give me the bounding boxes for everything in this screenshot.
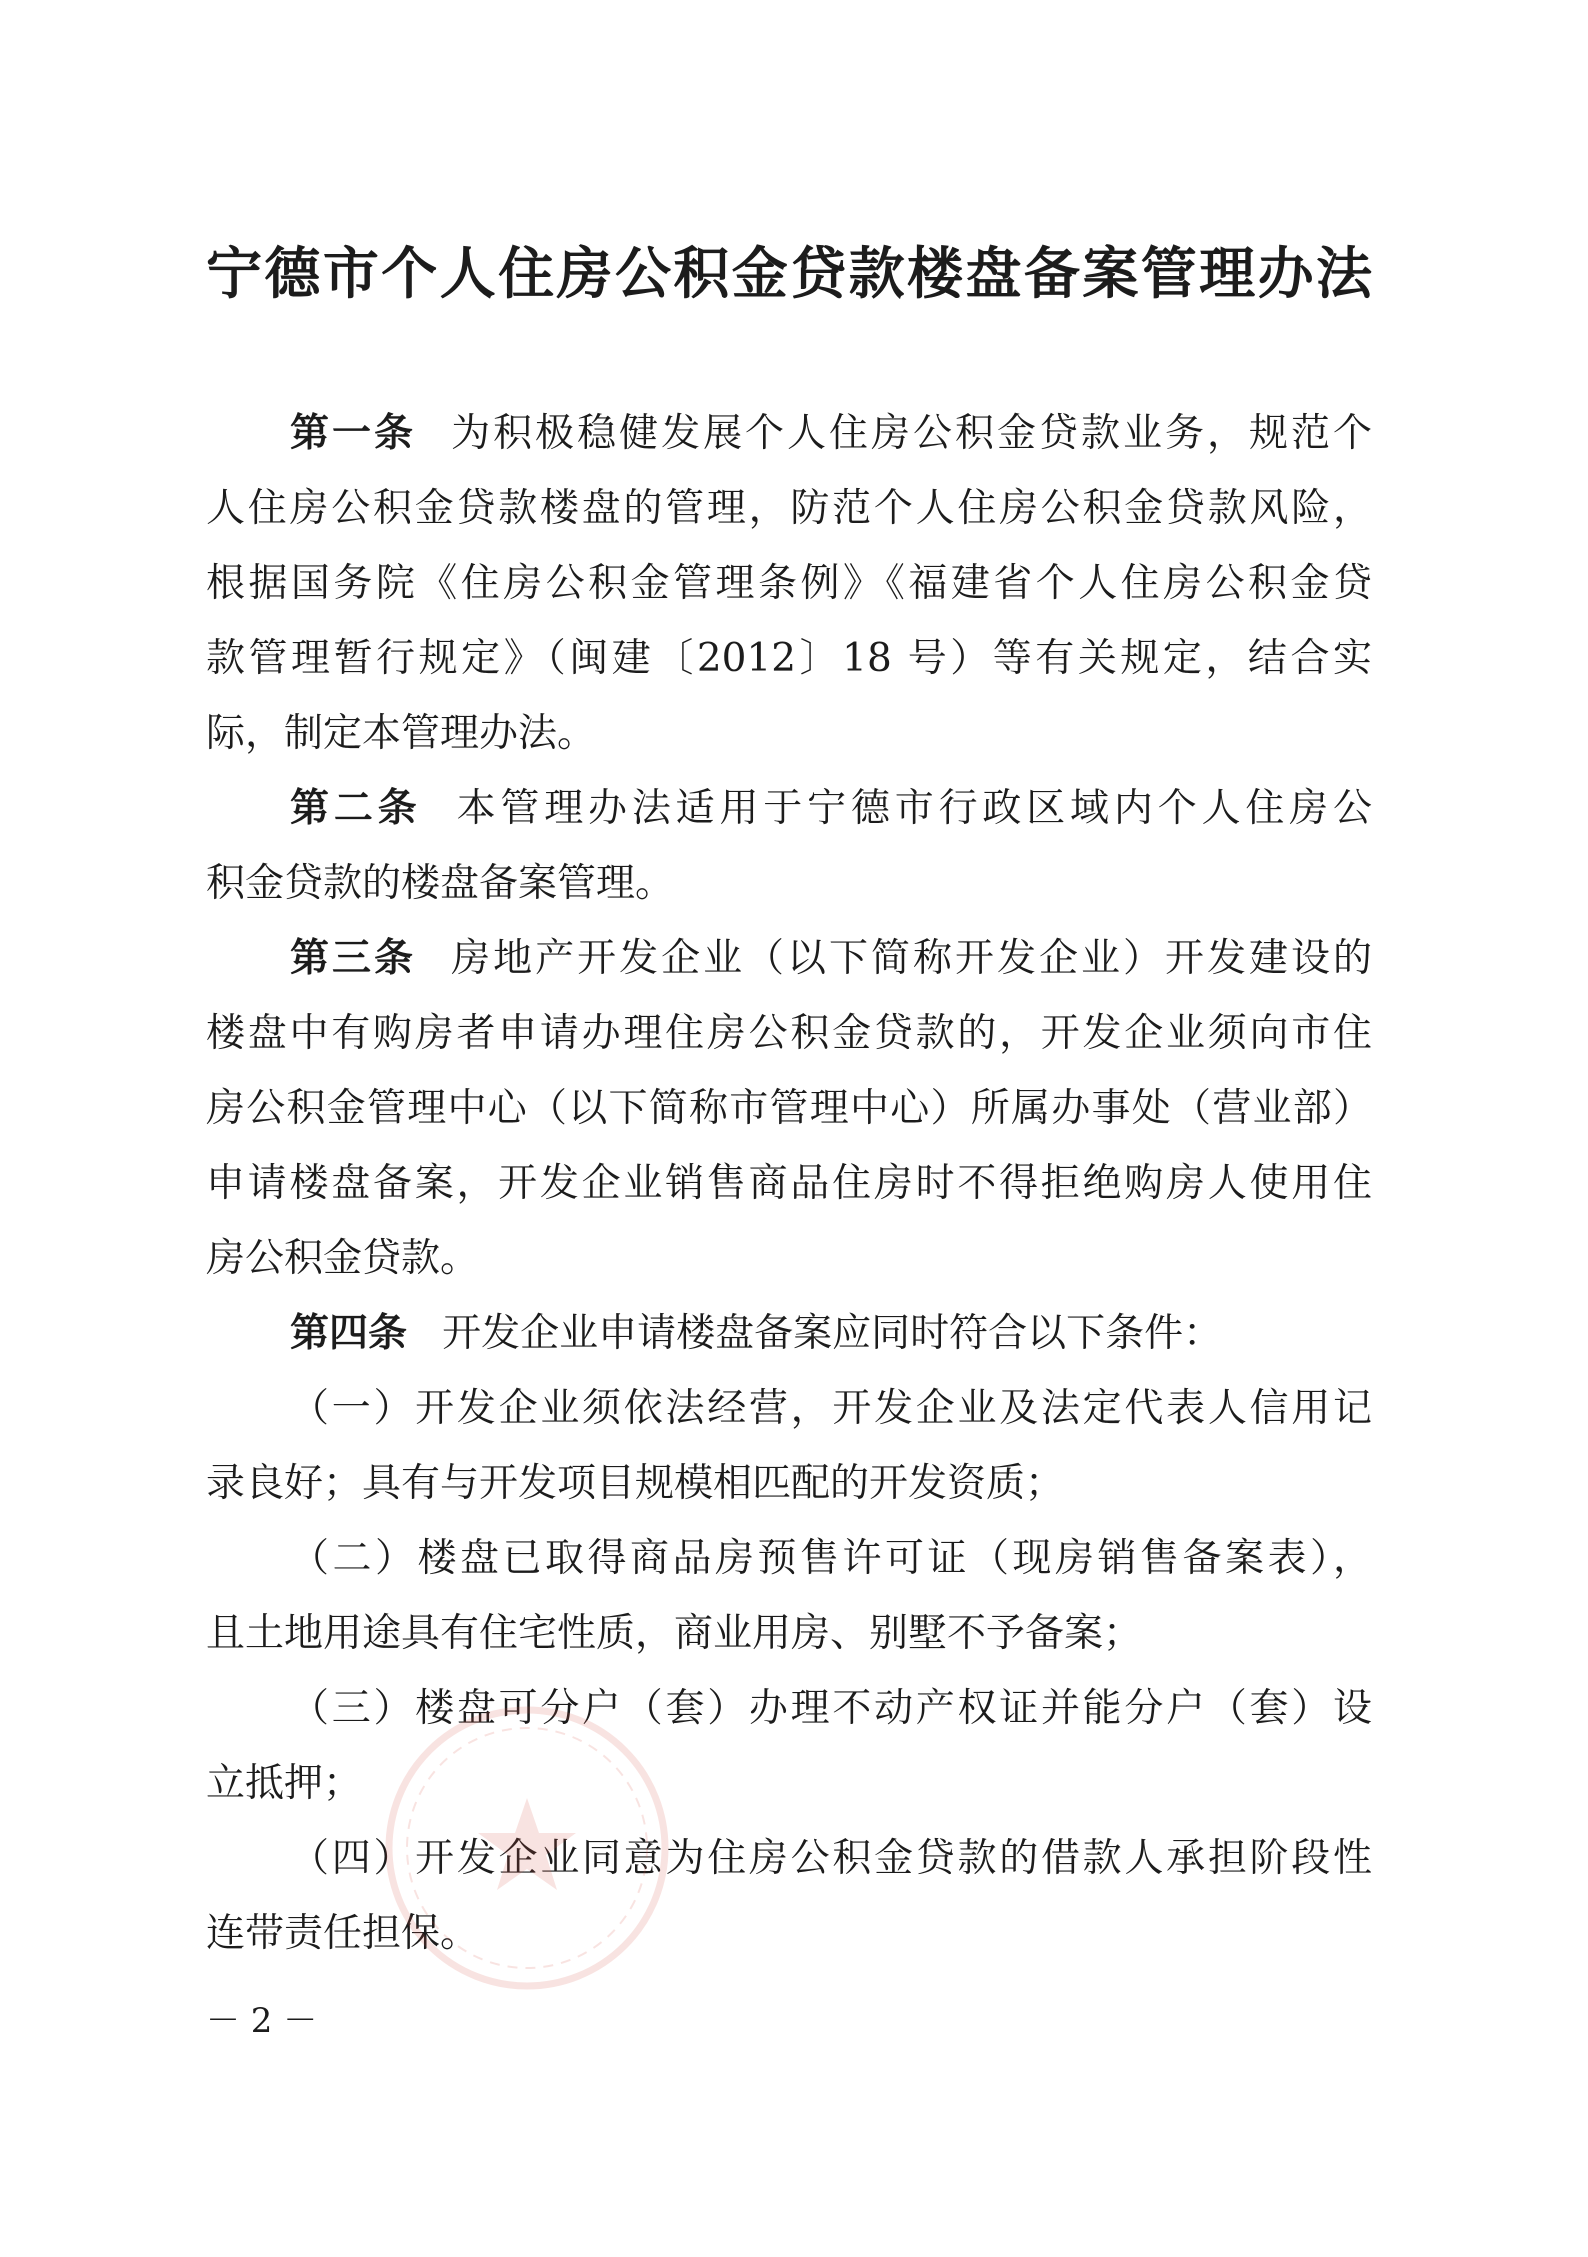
article-2-text-1: 本管理办法适用于宁德市行政区域内个人住房公: [456, 786, 1372, 831]
article-1-line-4: [206, 621, 1372, 696]
article-1-text-3: 根据国务院《住房公积金管理条例》《福建省个人住房公积金贷: [206, 561, 1372, 606]
article-4-text-1: 开发企业申请楼盘备案应同时符合以下条件：: [442, 1311, 1223, 1356]
condition-1-text-2: 录良好；具有与开发项目规模相匹配的开发资质；: [206, 1461, 1065, 1506]
article-3-line-1: [206, 921, 1372, 996]
article-1-text-2: 人住房公积金贷款楼盘的管理，防范个人住房公积金贷款风险，: [206, 486, 1372, 531]
article-2-text-2: 积金贷款的楼盘备案管理。: [206, 861, 675, 906]
condition-2-text-2: 且土地用途具有住宅性质，商业用房、别墅不予备案；: [206, 1611, 1143, 1656]
article-3-text-2: 楼盘中有购房者申请办理住房公积金贷款的，开发企业须向市住: [206, 1011, 1372, 1056]
article-1-line-2: [206, 471, 1372, 546]
article-4-line-1: [206, 1296, 1372, 1371]
condition-4-line-2: [206, 1896, 1372, 1971]
article-3-label: 第三条: [290, 936, 416, 981]
document-body: [206, 396, 1372, 1971]
condition-3-line-2: [206, 1746, 1372, 1821]
article-4-label: 第四条: [290, 1311, 408, 1356]
article-3-line-4: [206, 1146, 1372, 1221]
condition-1-line-2: [206, 1446, 1372, 1521]
condition-2-line-2: [206, 1596, 1372, 1671]
article-3-line-2: [206, 996, 1372, 1071]
condition-4-line-1: [206, 1821, 1372, 1896]
article-3-text-4: 申请楼盘备案，开发企业销售商品住房时不得拒绝购房人使用住: [206, 1161, 1372, 1206]
article-3-text-5: 房公积金贷款。: [206, 1236, 480, 1281]
article-1-line-3: [206, 546, 1372, 621]
article-3-line-5: [206, 1221, 1372, 1296]
condition-2-line-1: [206, 1521, 1372, 1596]
article-1-text-1: 为积极稳健发展个人住房公积金贷款业务，规范个: [451, 411, 1372, 456]
condition-2-text-1: （二）楼盘已取得商品房预售许可证（现房销售备案表），: [290, 1536, 1372, 1581]
article-1-label: 第一条: [290, 411, 416, 456]
condition-3-text-1: （三）楼盘可分户（套）办理不动产权证并能分户（套）设: [290, 1686, 1372, 1731]
article-2-label: 第二条: [290, 786, 422, 831]
document-title: 宁德市个人住房公积金贷款楼盘备案管理办法: [206, 241, 1372, 307]
condition-3-line-1: [206, 1671, 1372, 1746]
condition-3-text-2: 立抵押；: [206, 1761, 363, 1806]
article-3-line-3: [206, 1071, 1372, 1146]
article-1-text-5: 际，制定本管理办法。: [206, 711, 597, 756]
condition-4-text-2: 连带责任担保。: [206, 1911, 480, 1956]
article-2-line-1: [206, 771, 1372, 846]
article-1-line-5: [206, 696, 1372, 771]
condition-1-text-1: （一）开发企业须依法经营，开发企业及法定代表人信用记: [290, 1386, 1372, 1431]
condition-4-text-1: （四）开发企业同意为住房公积金贷款的借款人承担阶段性: [290, 1836, 1372, 1881]
article-3-text-1: 房地产开发企业（以下简称开发企业）开发建设的: [451, 936, 1372, 981]
article-3-text-3: 房公积金管理中心（以下简称市管理中心）所属办事处（营业部）: [206, 1086, 1372, 1131]
article-2-line-2: [206, 846, 1372, 921]
page-number: － 2 －: [206, 2001, 318, 2041]
article-1-text-4: 款管理暂行规定》（闽建〔2012〕18 号）等有关规定，结合实: [206, 636, 1372, 681]
condition-1-line-1: [206, 1371, 1372, 1446]
article-1-line-1: [206, 396, 1372, 471]
